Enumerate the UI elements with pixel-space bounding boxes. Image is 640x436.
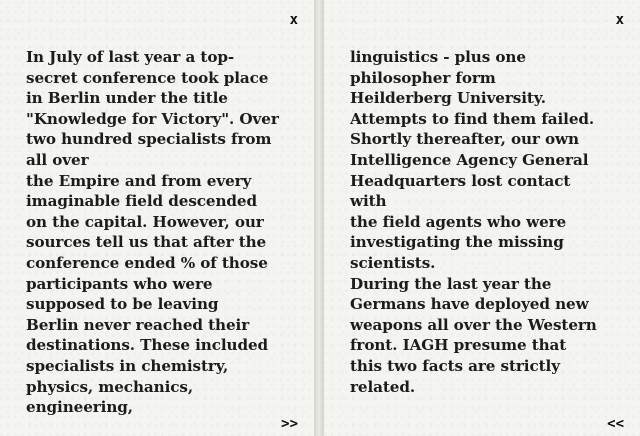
- text-line: destinations. These included: [26, 336, 269, 355]
- text-line: engineering,: [26, 398, 133, 417]
- text-line: Berlin never reached their: [26, 315, 250, 334]
- right-page-text: [350, 47, 632, 397]
- text-line: this two facts are strictly: [350, 356, 560, 375]
- text-line: sources tell us that after the: [26, 233, 267, 252]
- text-line: Headquarters lost contact: [350, 171, 571, 190]
- text-line: linguistics - plus one: [350, 48, 526, 66]
- left-page-text: [26, 47, 302, 418]
- text-line: In July of last year a top-: [26, 48, 235, 66]
- text-line: all over: [26, 150, 89, 169]
- text-line: philosopher form: [350, 68, 496, 87]
- text-line: imaginable field descended: [26, 192, 258, 211]
- text-line: two hundred specialists from: [26, 130, 272, 149]
- text-line: weapons all over the Western: [350, 315, 597, 334]
- right-page: [323, 0, 640, 436]
- text-line: the Empire and from every: [26, 171, 252, 190]
- text-line: on the capital. However, our: [26, 212, 264, 231]
- text-line: in Berlin under the title: [26, 89, 228, 108]
- text-line: During the last year the: [350, 274, 552, 293]
- text-line: conference ended % of those: [26, 253, 268, 272]
- text-line: Attempts to find them failed.: [350, 109, 595, 128]
- text-line: front. IAGH presume that: [350, 336, 567, 355]
- text-line: Heilderberg University.: [350, 89, 546, 108]
- text-line: Germans have deployed new: [350, 295, 589, 314]
- text-line: scientists.: [350, 253, 436, 272]
- text-line: Shortly thereafter, our own: [350, 130, 579, 149]
- text-line: participants who were: [26, 274, 213, 293]
- left-page: [0, 0, 315, 436]
- close-button-right[interactable]: x: [615, 12, 624, 28]
- next-page-button[interactable]: >>: [281, 416, 298, 432]
- previous-page-button[interactable]: <<: [607, 416, 624, 432]
- text-line: the field agents who were: [350, 212, 567, 231]
- text-line: related.: [350, 377, 416, 396]
- text-line: "Knowledge for Victory". Over: [26, 109, 279, 128]
- text-line: supposed to be leaving: [26, 295, 219, 314]
- book-gutter: [315, 0, 323, 436]
- text-line: Intelligence Agency General: [350, 150, 589, 169]
- text-line: secret conference took place: [26, 68, 269, 87]
- text-line: with: [350, 192, 387, 211]
- text-line: specialists in chemistry,: [26, 356, 229, 375]
- close-button-left[interactable]: x: [289, 12, 298, 28]
- text-line: physics, mechanics,: [26, 377, 194, 396]
- text-line: investigating the missing: [350, 233, 564, 252]
